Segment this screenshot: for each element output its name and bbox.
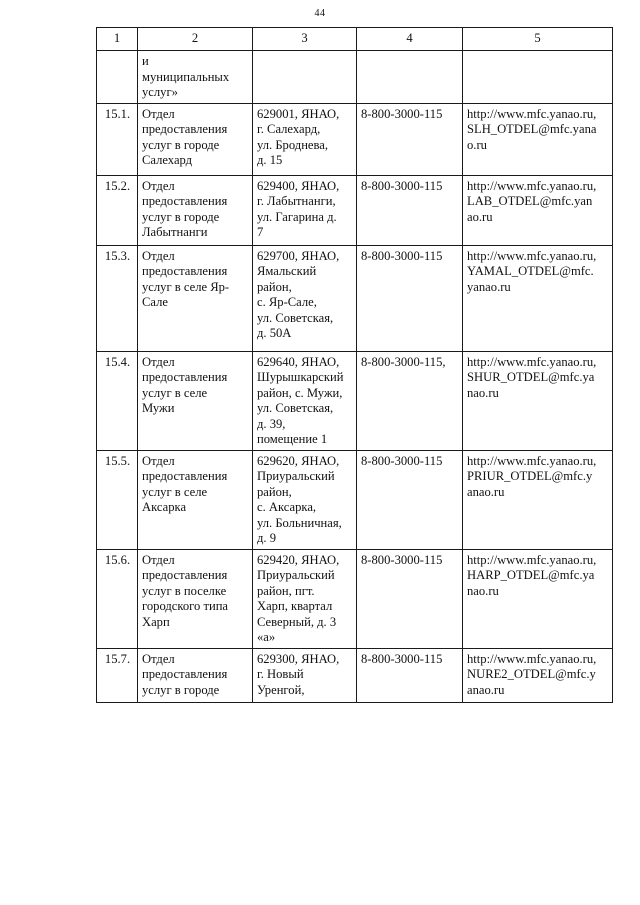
office-name-line: услуг в городе: [142, 137, 220, 152]
address-cell: [253, 103, 357, 175]
office-name-line: Отдел: [142, 248, 175, 263]
phone-number: 8-800-3000-115: [361, 552, 443, 567]
row-number-cell: [97, 648, 138, 702]
address-line: 629300, ЯНАО,: [257, 651, 340, 666]
address-line: ул. Гагарина д.: [257, 209, 337, 224]
address-line: 629400, ЯНАО,: [257, 178, 340, 193]
office-name-line: предоставления: [142, 264, 228, 278]
office-registry-table: [96, 27, 613, 703]
address-cell: [253, 51, 357, 104]
table-row: [97, 245, 613, 351]
contact-line: http://www.mfc.yanao.ru,: [467, 248, 597, 263]
office-name-line: Мужи: [142, 401, 175, 415]
contact-line: o.ru: [467, 137, 487, 152]
contacts-cell: [463, 245, 613, 351]
row-number: 15.5.: [104, 453, 131, 468]
address-line: ул. Советская,: [257, 310, 334, 325]
row-number-cell: [97, 51, 138, 104]
contact-line: PRIUR_OTDEL@mfc.y: [467, 469, 593, 483]
row-number-cell: [97, 351, 138, 450]
contact-line: nao.ru: [467, 583, 499, 598]
office-name-cell: [138, 103, 253, 175]
address-line: Приуральский: [257, 469, 335, 483]
office-name-line: Отдел: [142, 651, 175, 666]
contacts-cell: [463, 549, 613, 648]
contact-line: ao.ru: [467, 209, 493, 224]
office-name-line: предоставления: [142, 568, 228, 582]
registry-body: [97, 51, 613, 703]
address-line: район,: [257, 484, 292, 499]
address-line: ул. Советская,: [257, 401, 334, 415]
contact-line: http://www.mfc.yanao.ru,: [467, 106, 597, 121]
phone-number: 8-800-3000-115,: [361, 354, 446, 369]
row-number: 15.4.: [104, 354, 131, 369]
address-line: 629420, ЯНАО,: [257, 552, 340, 567]
table-row: [97, 450, 613, 549]
row-number: 15.2.: [104, 178, 131, 193]
contact-line: YAMAL_OTDEL@mfc.: [467, 264, 594, 278]
phone-number: 8-800-3000-115: [361, 178, 443, 193]
phone-cell: [357, 450, 463, 549]
phone-number: 8-800-3000-115: [361, 453, 443, 468]
office-name-line: услуг в селе Яр-: [142, 279, 230, 294]
address-line: помещение 1: [257, 432, 328, 446]
address-line: г. Новый: [257, 667, 304, 681]
contacts-cell: [463, 648, 613, 702]
address-line: 629640, ЯНАО,: [257, 354, 340, 369]
contact-line: NURE2_OTDEL@mfc.y: [467, 667, 596, 681]
office-name-line: Отдел: [142, 106, 175, 121]
office-name-line: услуг в городе: [142, 682, 220, 697]
office-name-line: Лабытнанги: [142, 225, 208, 239]
office-name-cell: [138, 549, 253, 648]
office-name-line: услуг в городе: [142, 209, 220, 224]
row-number-cell: [97, 103, 138, 175]
table-row: [97, 351, 613, 450]
office-name-cell: [138, 648, 253, 702]
office-name-line: предоставления: [142, 469, 228, 483]
office-name-cell: [138, 450, 253, 549]
address-line: район, пгт.: [257, 583, 315, 598]
column-header: 4: [357, 28, 463, 51]
address-line: д. 9: [257, 531, 277, 545]
office-name-cell: [138, 245, 253, 351]
contact-line: LAB_OTDEL@mfc.yan: [467, 194, 593, 208]
contact-line: yanao.ru: [467, 279, 511, 294]
office-name-line: муниципальных: [142, 69, 230, 84]
office-name-line: услуг в поселке: [142, 583, 227, 598]
phone-number: 8-800-3000-115: [361, 248, 443, 263]
phone-number: 8-800-3000-115: [361, 106, 443, 121]
contact-line: SLH_OTDEL@mfc.yana: [467, 122, 597, 136]
address-line: Шурышкарский: [257, 370, 344, 384]
table-row: [97, 51, 613, 104]
contacts-cell: [463, 51, 613, 104]
office-name-line: и: [142, 54, 149, 68]
address-line: район,: [257, 279, 292, 294]
column-header: 5: [463, 28, 613, 51]
address-cell: [253, 175, 357, 245]
address-line: с. Аксарка,: [257, 500, 317, 514]
office-name-line: услуг в селе: [142, 484, 208, 499]
contact-line: anao.ru: [467, 484, 505, 499]
address-cell: [253, 549, 357, 648]
table-row: [97, 175, 613, 245]
phone-cell: [357, 175, 463, 245]
address-line: г. Лабытнанги,: [257, 194, 336, 208]
row-number: 15.1.: [104, 106, 131, 121]
office-name-cell: [138, 351, 253, 450]
phone-cell: [357, 648, 463, 702]
table-row: [97, 549, 613, 648]
office-name-line: предоставления: [142, 370, 228, 384]
address-line: 7: [257, 225, 264, 239]
address-line: 629001, ЯНАО,: [257, 106, 340, 121]
contacts-cell: [463, 450, 613, 549]
column-header: 2: [138, 28, 253, 51]
contact-line: nao.ru: [467, 385, 499, 400]
column-header: 3: [253, 28, 357, 51]
office-name-line: предоставления: [142, 667, 228, 681]
phone-cell: [357, 51, 463, 104]
row-number: 15.7.: [104, 651, 131, 666]
contacts-cell: [463, 175, 613, 245]
address-cell: [253, 648, 357, 702]
office-name-cell: [138, 51, 253, 104]
row-number-cell: [97, 549, 138, 648]
contact-line: SHUR_OTDEL@mfc.ya: [467, 370, 595, 384]
row-number: 15.6.: [104, 552, 131, 567]
row-number-cell: [97, 245, 138, 351]
address-cell: [253, 245, 357, 351]
address-line: «а»: [257, 630, 276, 644]
office-name-line: Отдел: [142, 178, 175, 193]
address-line: с. Яр-Сале,: [257, 295, 317, 309]
page-number: 44: [314, 8, 326, 19]
office-name-line: Отдел: [142, 354, 175, 369]
row-number-cell: [97, 450, 138, 549]
office-name-line: предоставления: [142, 194, 228, 208]
contact-line: http://www.mfc.yanao.ru,: [467, 354, 597, 369]
address-line: Харп, квартал: [257, 599, 333, 613]
table-row: [97, 648, 613, 702]
contact-line: http://www.mfc.yanao.ru,: [467, 178, 597, 193]
address-line: д. 15: [257, 153, 283, 167]
office-name-line: предоставления: [142, 122, 228, 136]
office-name-line: Харп: [142, 614, 170, 629]
address-line: ул. Броднева,: [257, 137, 329, 152]
header-row: [97, 28, 613, 51]
phone-number: 8-800-3000-115: [361, 651, 443, 666]
address-line: Северный, д. 3: [257, 614, 337, 629]
row-number: 15.3.: [104, 248, 131, 263]
office-name-line: Сале: [142, 295, 168, 309]
address-line: Ямальский: [257, 264, 317, 278]
office-name-line: Отдел: [142, 453, 175, 468]
office-name-line: услуг»: [142, 85, 178, 99]
address-cell: [253, 351, 357, 450]
address-cell: [253, 450, 357, 549]
office-name-line: Аксарка: [142, 500, 187, 514]
office-name-line: услуг в селе: [142, 385, 208, 400]
address-line: г. Салехард,: [257, 122, 321, 136]
contacts-cell: [463, 351, 613, 450]
phone-cell: [357, 549, 463, 648]
office-name-cell: [138, 175, 253, 245]
column-header: 1: [97, 28, 138, 51]
address-line: Приуральский: [257, 568, 335, 582]
phone-cell: [357, 351, 463, 450]
contact-line: HARP_OTDEL@mfc.ya: [467, 568, 595, 582]
phone-cell: [357, 103, 463, 175]
office-name-line: Отдел: [142, 552, 175, 567]
address-line: 629620, ЯНАО,: [257, 453, 340, 468]
contact-line: http://www.mfc.yanao.ru,: [467, 552, 597, 567]
address-line: Уренгой,: [257, 682, 305, 697]
row-number-cell: [97, 175, 138, 245]
address-line: 629700, ЯНАО,: [257, 248, 340, 263]
address-line: д. 39,: [257, 416, 286, 431]
contact-line: anao.ru: [467, 682, 505, 697]
contact-line: http://www.mfc.yanao.ru,: [467, 453, 597, 468]
table-row: [97, 103, 613, 175]
address-line: ул. Больничная,: [257, 515, 342, 530]
address-line: район, с. Мужи,: [257, 385, 343, 400]
contact-line: http://www.mfc.yanao.ru,: [467, 651, 597, 666]
contacts-cell: [463, 103, 613, 175]
office-name-line: городского типа: [142, 599, 229, 613]
office-name-line: Салехард: [142, 153, 193, 167]
address-line: д. 50А: [257, 326, 292, 340]
phone-cell: [357, 245, 463, 351]
